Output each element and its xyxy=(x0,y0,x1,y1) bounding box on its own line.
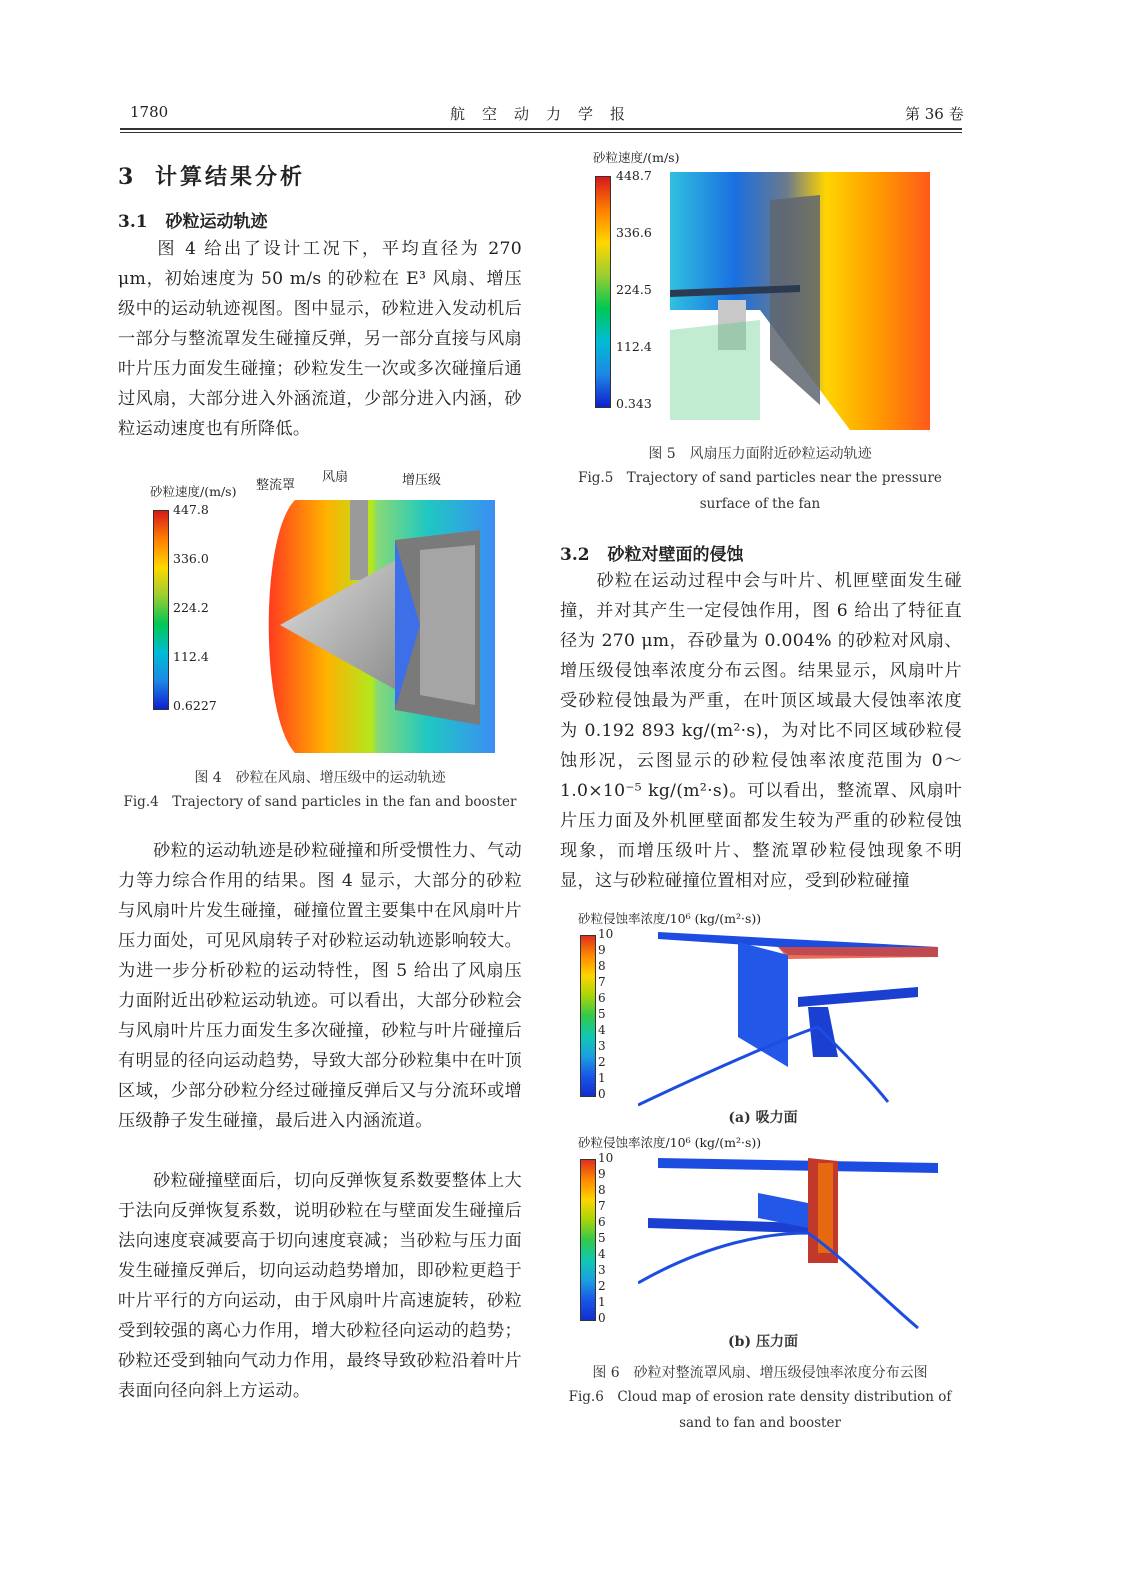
fig6-tick: 10 xyxy=(598,927,614,941)
fig6-tick: 6 xyxy=(598,991,606,1005)
subsection-heading-1 xyxy=(118,207,268,232)
fig6b-label: (b) 压力面 xyxy=(728,1334,798,1350)
fig6-caption-cn: 图 6 砂粒对整流罩风扇、增压级侵蚀率浓度分布云图 xyxy=(592,1365,928,1381)
fig6a-label: (a) 吸力面 xyxy=(728,1110,798,1126)
subsection-number: 3.2 xyxy=(560,545,590,565)
header-rule xyxy=(120,128,962,130)
fig6-tick: 3 xyxy=(598,1263,606,1277)
fig6-tick: 2 xyxy=(598,1279,606,1293)
section-heading xyxy=(118,160,305,191)
fig4-colorbar xyxy=(153,510,169,710)
fig6a-colorbar-title: 砂粒侵蚀率浓度/10⁶ (kg/(m²·s)) xyxy=(578,911,762,926)
body-paragraph: 砂粒的运动轨迹是砂粒碰撞和所受惯性力、气动力等力综合作用的结果。图 4 显示，大部分的砂粒与风扇叶片发生碰撞，碰撞位置主要集中在风扇叶片压力面处，可见风扇转子对砂粒运动轨迹影响较大。为进一步分析砂粒的运动特性，图 5 给出了风扇压力面附近出砂粒运动轨迹。可以看出，大部分砂粒会与风扇叶片压力面发生多次碰撞，砂粒与叶片碰撞后有明显的径向运动趋势，导致大部分砂粒集中在叶顶区域，少部分砂粒分经过碰撞反弹后又与分流环或增压级静子发生碰撞，最后进入内涵流道。 xyxy=(118,841,522,1131)
figure-5 xyxy=(590,148,935,433)
fig6-tick: 5 xyxy=(598,1007,606,1021)
subsection-heading-2 xyxy=(560,540,744,565)
fig6-tick: 7 xyxy=(598,1199,606,1213)
fig6b-tick-group xyxy=(598,1151,618,1331)
fig6-caption-en-line1: Fig.6 Cloud map of erosion rate density distribution of xyxy=(568,1389,952,1405)
fig5-colorbar xyxy=(595,176,611,408)
fig4-label-fairing: 整流罩 xyxy=(256,478,296,493)
fig6-tick: 3 xyxy=(598,1039,606,1053)
fig5-colorbar-title: 砂粒速度/(m/s) xyxy=(593,150,680,165)
fig6b-colorbar xyxy=(580,1159,596,1321)
figure-6 xyxy=(578,905,948,1350)
fig6b-colorbar-title: 砂粒侵蚀率浓度/10⁶ (kg/(m²·s)) xyxy=(578,1135,762,1150)
fig4-label-fan: 风扇 xyxy=(322,470,349,485)
fig6-tick: 5 xyxy=(598,1231,606,1245)
fig5-caption-en-line2: surface of the fan xyxy=(699,496,821,512)
subsection-number: 3.1 xyxy=(118,212,148,232)
fig6b-erosion-image xyxy=(638,1153,938,1333)
fig6a-tick-group xyxy=(598,927,618,1107)
fig4-tick: 112.4 xyxy=(173,649,209,664)
fig5-tick: 112.4 xyxy=(616,339,652,354)
journal-name: 航 空 动 力 学 报 xyxy=(450,105,627,123)
fig6-tick: 1 xyxy=(598,1295,606,1309)
body-paragraph: 图 4 给出了设计工况下，平均直径为 270 μm，初始速度为 50 m/s 的砂粒在 E³ 风扇、增压级中的运动轨迹视图。图中显示，砂粒进入发动机后一部分与整流罩发生碰撞反弹，另一部分直接与风扇叶片压力面发生碰撞；砂粒发生一次或多次碰撞后通过风扇，大部分进入外涵流道，少部分进入内涵，砂粒运动速度也有所降低。 xyxy=(118,239,522,439)
fig4-caption-cn: 图 4 砂粒在风扇、增压级中的运动轨迹 xyxy=(194,770,446,786)
subsection-title: 砂粒对壁面的侵蚀 xyxy=(607,545,744,565)
fig6-tick: 9 xyxy=(598,1167,606,1181)
fig4-tick: 447.8 xyxy=(173,502,209,517)
fig6-tick: 4 xyxy=(598,1023,606,1037)
subsection-title: 砂粒运动轨迹 xyxy=(165,212,268,232)
fig5-caption-en-line1: Fig.5 Trajectory of sand particles near the pressure xyxy=(578,470,942,486)
fig4-label-booster: 增压级 xyxy=(402,473,442,488)
fig6-tick: 0 xyxy=(598,1087,606,1101)
fig5-tick: 224.5 xyxy=(616,282,652,297)
figure-4 xyxy=(150,465,495,760)
body-paragraph: 砂粒在运动过程中会与叶片、机匣壁面发生碰撞，并对其产生一定侵蚀作用，图 6 给出了特征直径为 270 μm，吞砂量为 0.004% 的砂粒对风扇、增压级侵蚀率浓度分布云图。结果显示，风扇叶片受砂粒侵蚀最为严重，在叶顶区域最大侵蚀率浓度为 0.192 893 kg/(m²·s)，为对比不同区域砂粒侵蚀形况，云图显示的砂粒侵蚀率浓度范围为 0～1.0×10⁻⁵ kg/(m²·s)。可以看出，整流罩、风扇叶片压力面及外机匣壁面都发生较为严重的砂粒侵蚀现象，而增压级叶片、整流罩砂粒侵蚀现象不明显，这与砂粒碰撞位置相对应，受到砂粒碰撞 xyxy=(560,571,962,891)
fig5-tick: 448.7 xyxy=(616,168,652,183)
fig4-tick: 336.0 xyxy=(173,551,209,566)
fig6-tick: 2 xyxy=(598,1055,606,1069)
fig6-tick: 10 xyxy=(598,1151,614,1165)
fig6-caption-en-line2: sand to fan and booster xyxy=(679,1415,841,1431)
fig4-trajectory-image xyxy=(255,495,495,757)
page-number: 1780 xyxy=(130,103,169,121)
section-number: 3 xyxy=(118,164,134,190)
fig4-colorbar-title: 砂粒速度/(m/s) xyxy=(150,484,237,499)
fig6-tick: 4 xyxy=(598,1247,606,1261)
fig6-tick: 9 xyxy=(598,943,606,957)
fig5-tick: 0.343 xyxy=(616,396,652,411)
body-paragraph: 砂粒碰撞壁面后，切向反弹恢复系数要整体上大于法向反弹恢复系数，说明砂粒在与壁面发生碰撞后法向速度衰减要高于切向速度衰减；当砂粒与压力面发生碰撞反弹后，切向运动趋势增加，即砂粒更趋于叶片平行的方向运动，由于风扇叶片高速旋转，砂粒受到较强的离心力作用，增大砂粒径向运动的趋势；砂粒还受到轴向气动力作用，最终导致砂粒沿着叶片表面向径向斜上方运动。 xyxy=(118,1171,522,1401)
fig6-tick: 8 xyxy=(598,959,606,973)
fig5-trajectory-image xyxy=(670,160,930,430)
fig6-tick: 0 xyxy=(598,1311,606,1325)
fig4-tick: 0.6227 xyxy=(173,698,217,713)
volume-number: 第 36 卷 xyxy=(905,105,964,123)
fig6-tick: 8 xyxy=(598,1183,606,1197)
fig6-tick: 1 xyxy=(598,1071,606,1085)
section-title: 计算结果分析 xyxy=(154,164,305,190)
fig6-tick: 7 xyxy=(598,975,606,989)
fig6a-colorbar xyxy=(580,935,596,1097)
fig4-tick: 224.2 xyxy=(173,600,209,615)
header-rule-thin xyxy=(120,132,962,133)
fig6a-erosion-image xyxy=(638,927,938,1107)
fig5-tick: 336.6 xyxy=(616,225,652,240)
fig5-caption-cn: 图 5 风扇压力面附近砂粒运动轨迹 xyxy=(648,446,872,462)
fig6-tick: 6 xyxy=(598,1215,606,1229)
fig4-caption-en: Fig.4 Trajectory of sand particles in the fan and booster xyxy=(123,794,517,810)
